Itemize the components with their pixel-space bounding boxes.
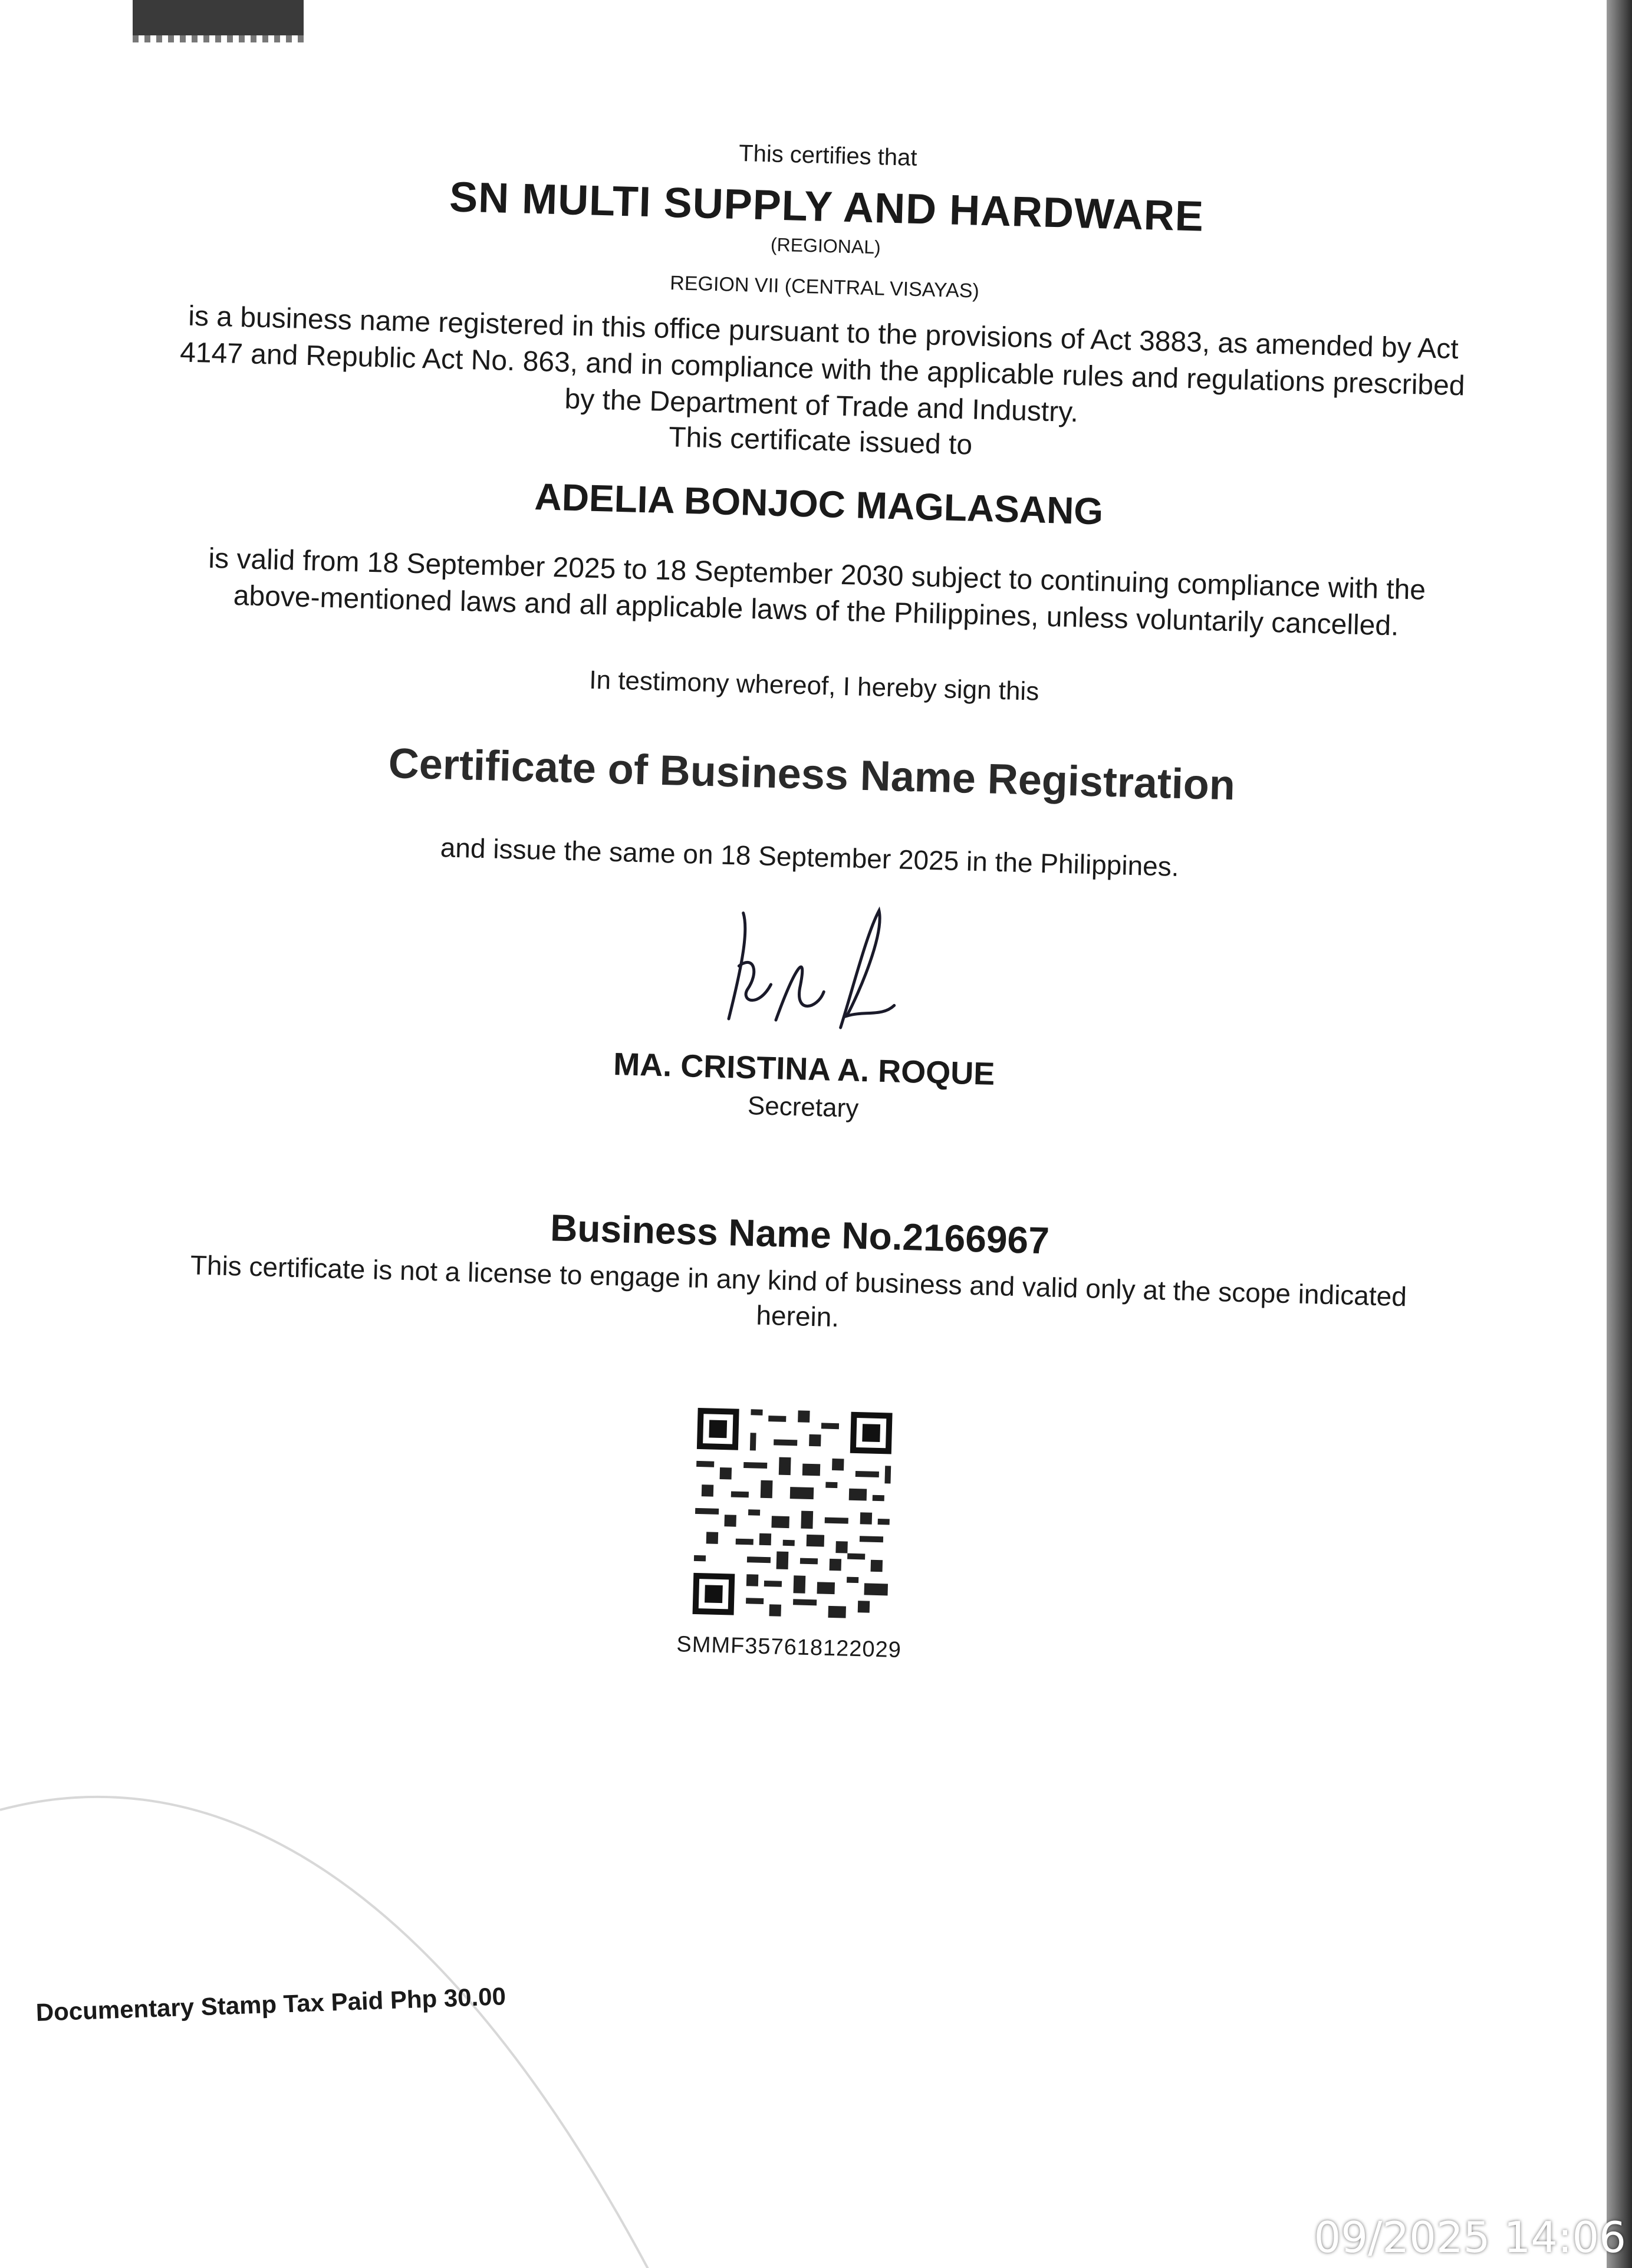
issued-to-label: This certificate issued to bbox=[668, 421, 973, 461]
issue-date-text: and issue the same on 18 September 2025 in the Philippines. bbox=[440, 832, 1180, 883]
qr-code-icon bbox=[686, 1401, 899, 1625]
photo-timestamp: 09/2025 14:06 bbox=[1314, 2213, 1626, 2262]
validity-text: is valid from 18 September 2025 to 18 September 2030 subject to continuing compliance with the above-mentioned laws and all applicable laws of the Philippines, unless voluntarily cancelled. bbox=[208, 542, 1426, 642]
signatory-name: MA. CRISTINA A. ROQUE bbox=[613, 1046, 995, 1092]
dti-logo bbox=[133, 0, 304, 35]
signatory-position: Secretary bbox=[747, 1091, 859, 1124]
certificate-body bbox=[96, 123, 1521, 1679]
certificate-title: Certificate of Business Name Registration bbox=[387, 739, 1236, 809]
business-name-number: Business Name No.2166967 bbox=[550, 1206, 1050, 1262]
disclaimer-text: This certificate is not a license to engage in any kind of business and valid only at the scope indicated herein. bbox=[190, 1249, 1407, 1332]
owner-name: ADELIA BONJOC MAGLASANG bbox=[534, 475, 1104, 533]
paper-edge-shadow bbox=[1607, 0, 1632, 2268]
qr-code-text: SMMF357618122029 bbox=[676, 1631, 902, 1663]
stamp-tax-text: Documentary Stamp Tax Paid Php 30.00 bbox=[35, 1982, 506, 2026]
signature-icon bbox=[705, 894, 909, 1047]
region-text: REGION VII (CENTRAL VISAYAS) bbox=[669, 271, 980, 302]
intro-text: This certifies that bbox=[738, 140, 918, 171]
scope-tag: (REGIONAL) bbox=[770, 233, 881, 258]
testimony-text: In testimony whereof, I hereby sign this bbox=[588, 665, 1039, 706]
dti-logo-subtext bbox=[133, 35, 304, 42]
registration-text: is a business name registered in this office pursuant to the provisions of Act 3883, as amended by Act 4147 and Republic Act No. 863, and in compliance with the applicable rules and regulations prescribed by the Department of Trade and Industry. bbox=[179, 300, 1466, 428]
business-name: SN MULTI SUPPLY AND HARDWARE bbox=[449, 173, 1205, 241]
